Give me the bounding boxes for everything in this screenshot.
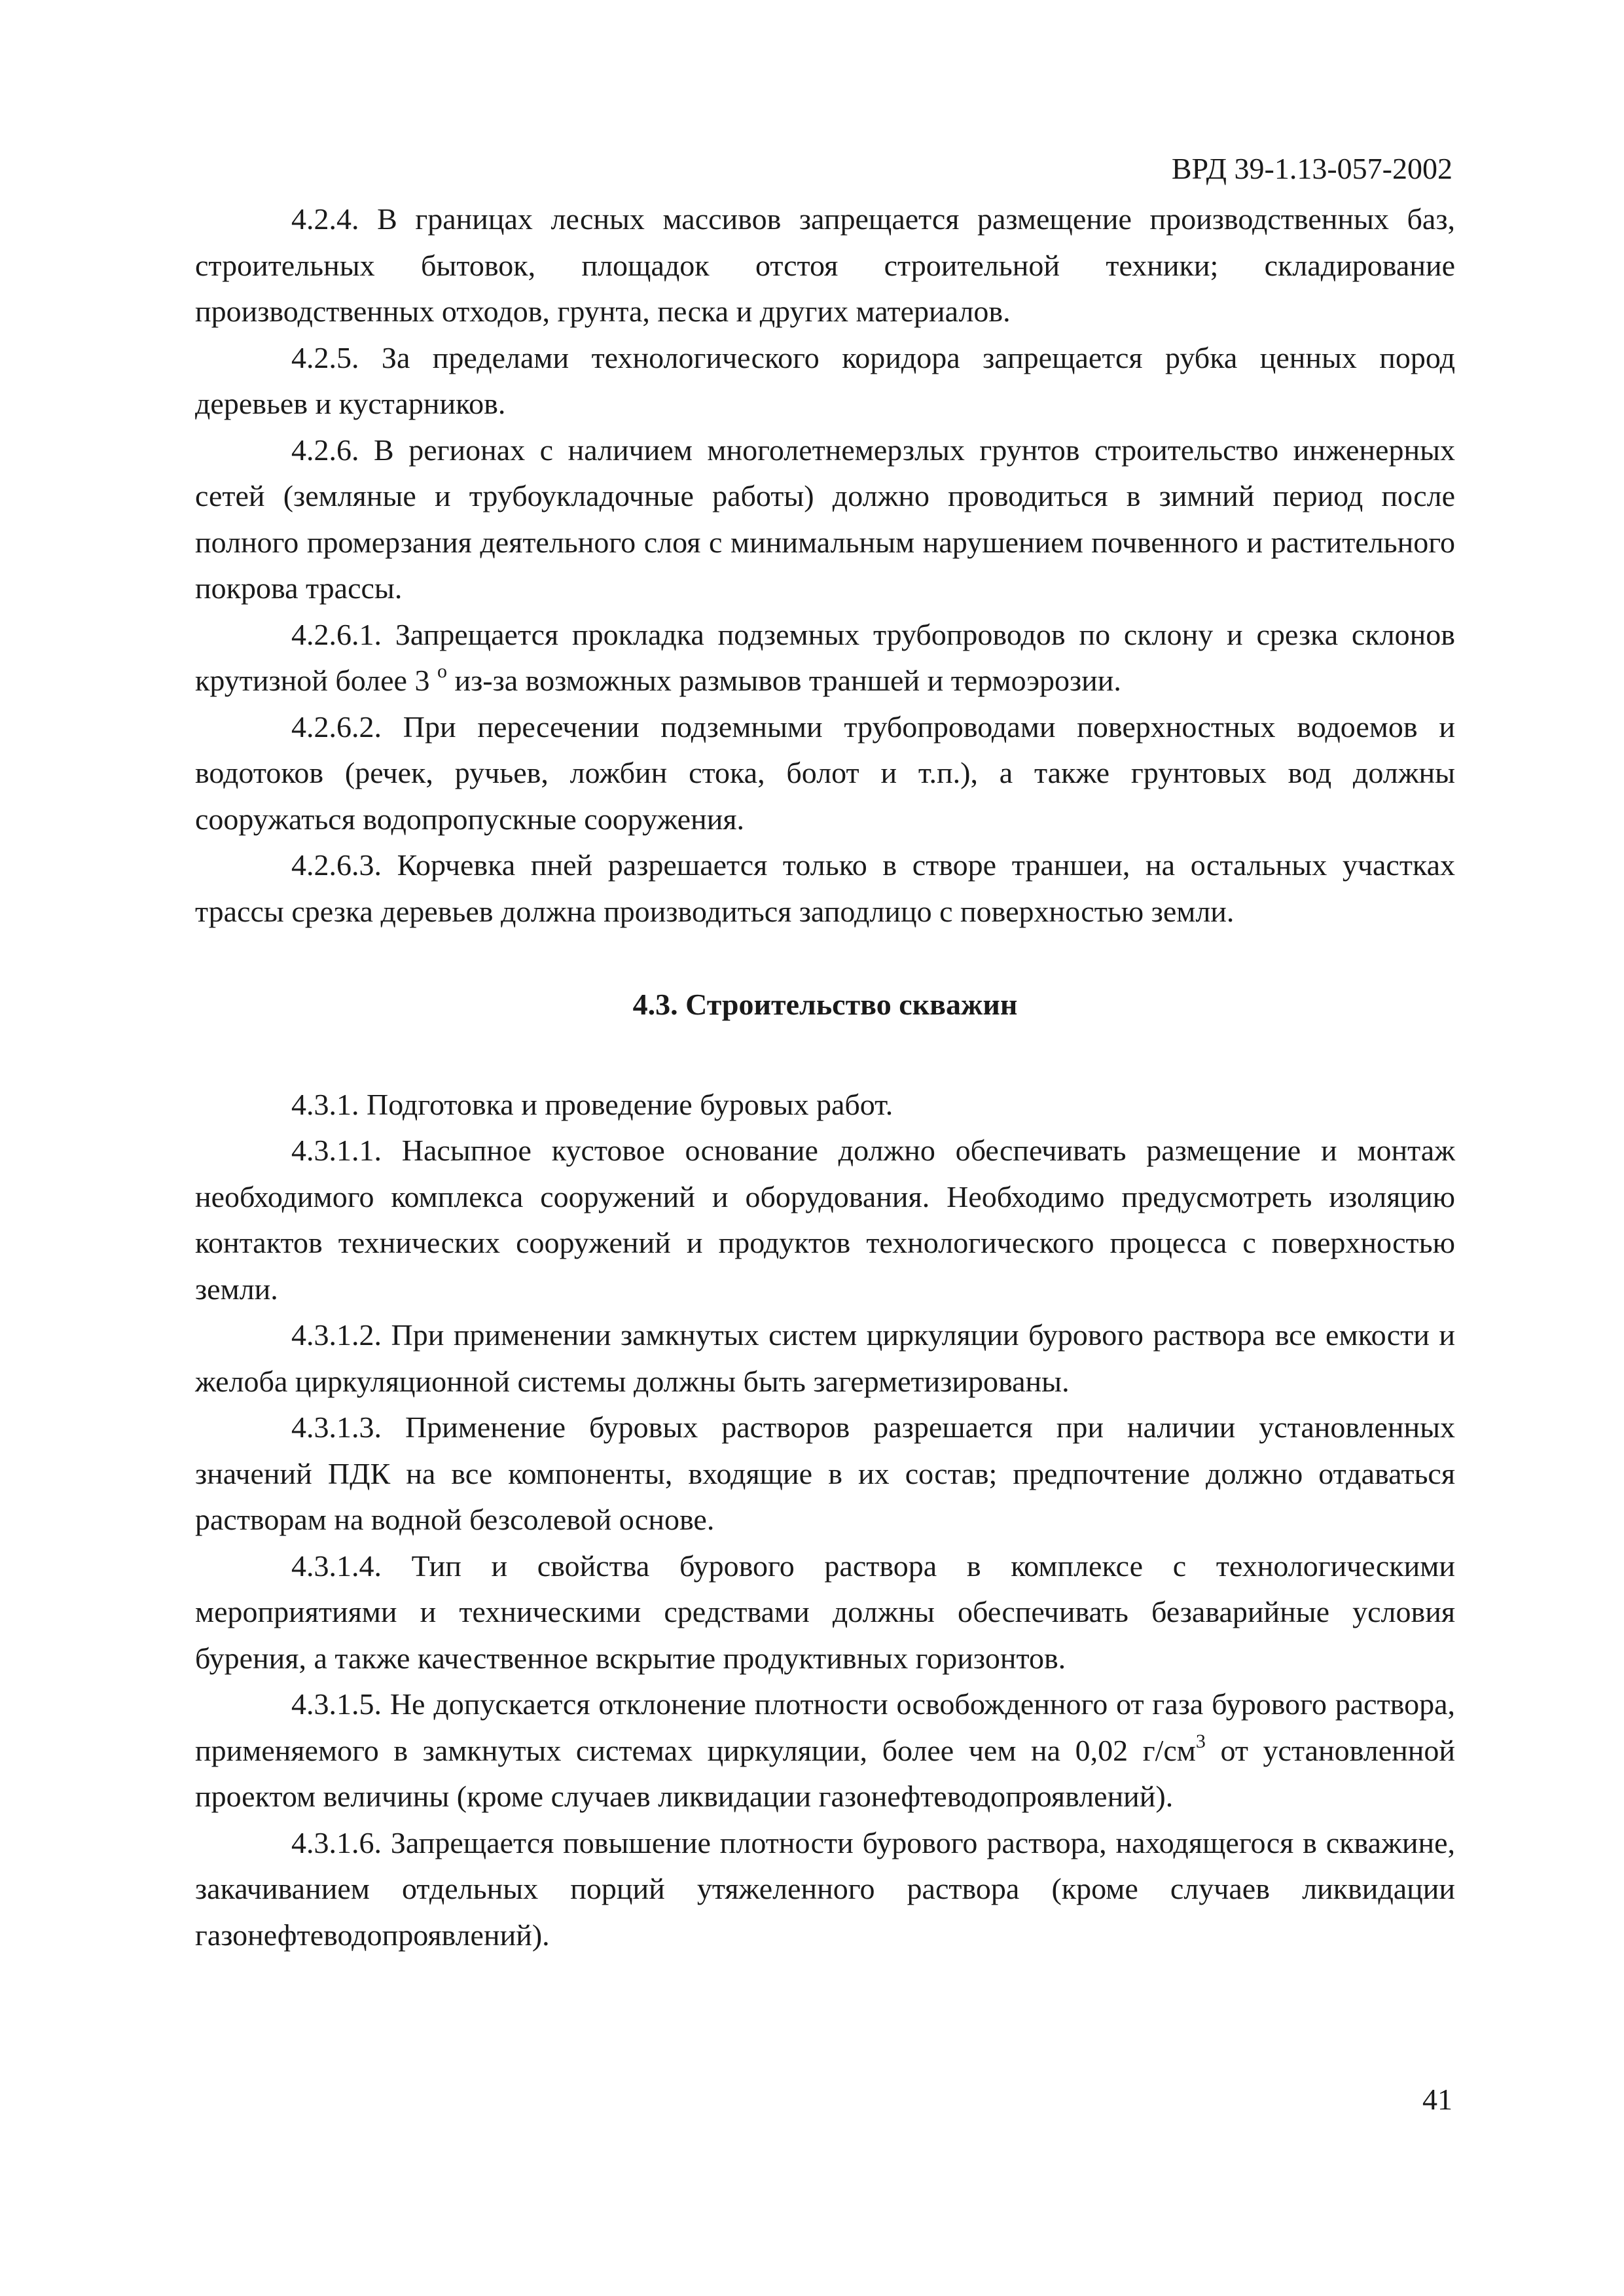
paragraph-4-3-1-4: 4.3.1.4. Тип и свойства бурового раствора в комплексе с технологическими мероприятиями и техническими средствами должны обеспечивать безаварийные условия бурения, а также качественное вскрытие продуктивных горизонтов. [195,1549,1455,1675]
document-code-header: ВРД 39-1.13-057-2002 [1171,152,1453,185]
cube-superscript: 3 [1195,1730,1206,1752]
page-body [195,196,1455,1958]
paragraph-4-3-1-3: 4.3.1.3. Применение буровых растворов разрешается при наличии установленных значений ПДК на все компоненты, входящие в их состав; предпочтение должно отдаваться растворам на водной безсолевой основе. [195,1410,1455,1536]
paragraph-4-3-1-5-tail: от установленной проектом величины (кроме случаев ликвидации газонефтеводопроявлений). [195,1733,1455,1813]
paragraph-4-2-6-3: 4.2.6.3. Корчевка пней разрешается только в створе траншеи, на остальных участках трассы срезка деревьев должна производиться заподлицо с поверхностью земли. [195,848,1455,928]
paragraph-4-2-6-2: 4.2.6.2. При пересечении подземными трубопроводами поверхностных водоемов и водотоков (речек, ручьев, ложбин стока, болот и т.п.), а также грунтовых вод должны сооружаться водопропускные сооружения. [195,709,1455,836]
paragraph-4-3-1-2: 4.3.1.2. При применении замкнутых систем циркуляции бурового раствора все емкости и желоба циркуляционной системы должны быть загерметизированы. [195,1318,1455,1398]
section-heading: 4.3. Строительство скважин [632,988,1018,1021]
paragraph-4-2-6: 4.2.6. В регионах с наличием многолетнемерзлых грунтов строительство инженерных сетей (земляные и трубоукладочные работы) должно проводиться в зимний период после полного промерзания деятельного слоя с минимальным нарушением почвенного и растительного покрова трассы. [195,433,1455,605]
page-number: 41 [1422,2083,1453,2116]
paragraph-4-3-1-5-text: 4.3.1.5. Не допускается отклонение плотности освобожденного от газа бурового раствора, применяемого в замкнутых системах циркуляции, более чем на 0,02 г/см [195,1687,1455,1767]
paragraph-4-2-5: 4.2.5. За пределами технологического коридора запрещается рубка ценных пород деревьев и кустарников. [195,340,1455,420]
paragraph-4-2-6-1 [195,612,1455,704]
paragraph-4-2-6-1-tail: из-за возможных размывов траншей и термоэрозии. [446,664,1121,697]
paragraph-4-2-6-1-text: 4.2.6.1. Запрещается прокладка подземных трубопроводов по склону и срезка склонов крутизной более 3 [195,617,1455,697]
paragraph-4-2-4: 4.2.4. В границах лесных массивов запрещается размещение производственных баз, строительных бытовок, площадок отстоя строительной техники; складирование производственных отходов, грунта, песка и других материалов. [195,202,1455,328]
paragraph-4-3-1-1: 4.3.1.1. Насыпное кустовое основание должно обеспечивать размещение и монтаж необходимого комплекса сооружений и оборудования. Необходимо предусмотреть изоляцию контактов технических сооружений и продуктов технологического процесса с поверхностью земли. [195,1134,1455,1306]
paragraph-4-3-1: 4.3.1. Подготовка и проведение буровых работ. [291,1087,893,1121]
paragraph-4-3-1-6: 4.3.1.6. Запрещается повышение плотности бурового раствора, находящегося в скважине, закачиванием отдельных порций утяжеленного раствора (кроме случаев ликвидации газонефтеводопроявлений). [195,1825,1455,1952]
paragraph-4-3-1-5 [195,1681,1455,1820]
degree-superscript: о [437,660,447,682]
